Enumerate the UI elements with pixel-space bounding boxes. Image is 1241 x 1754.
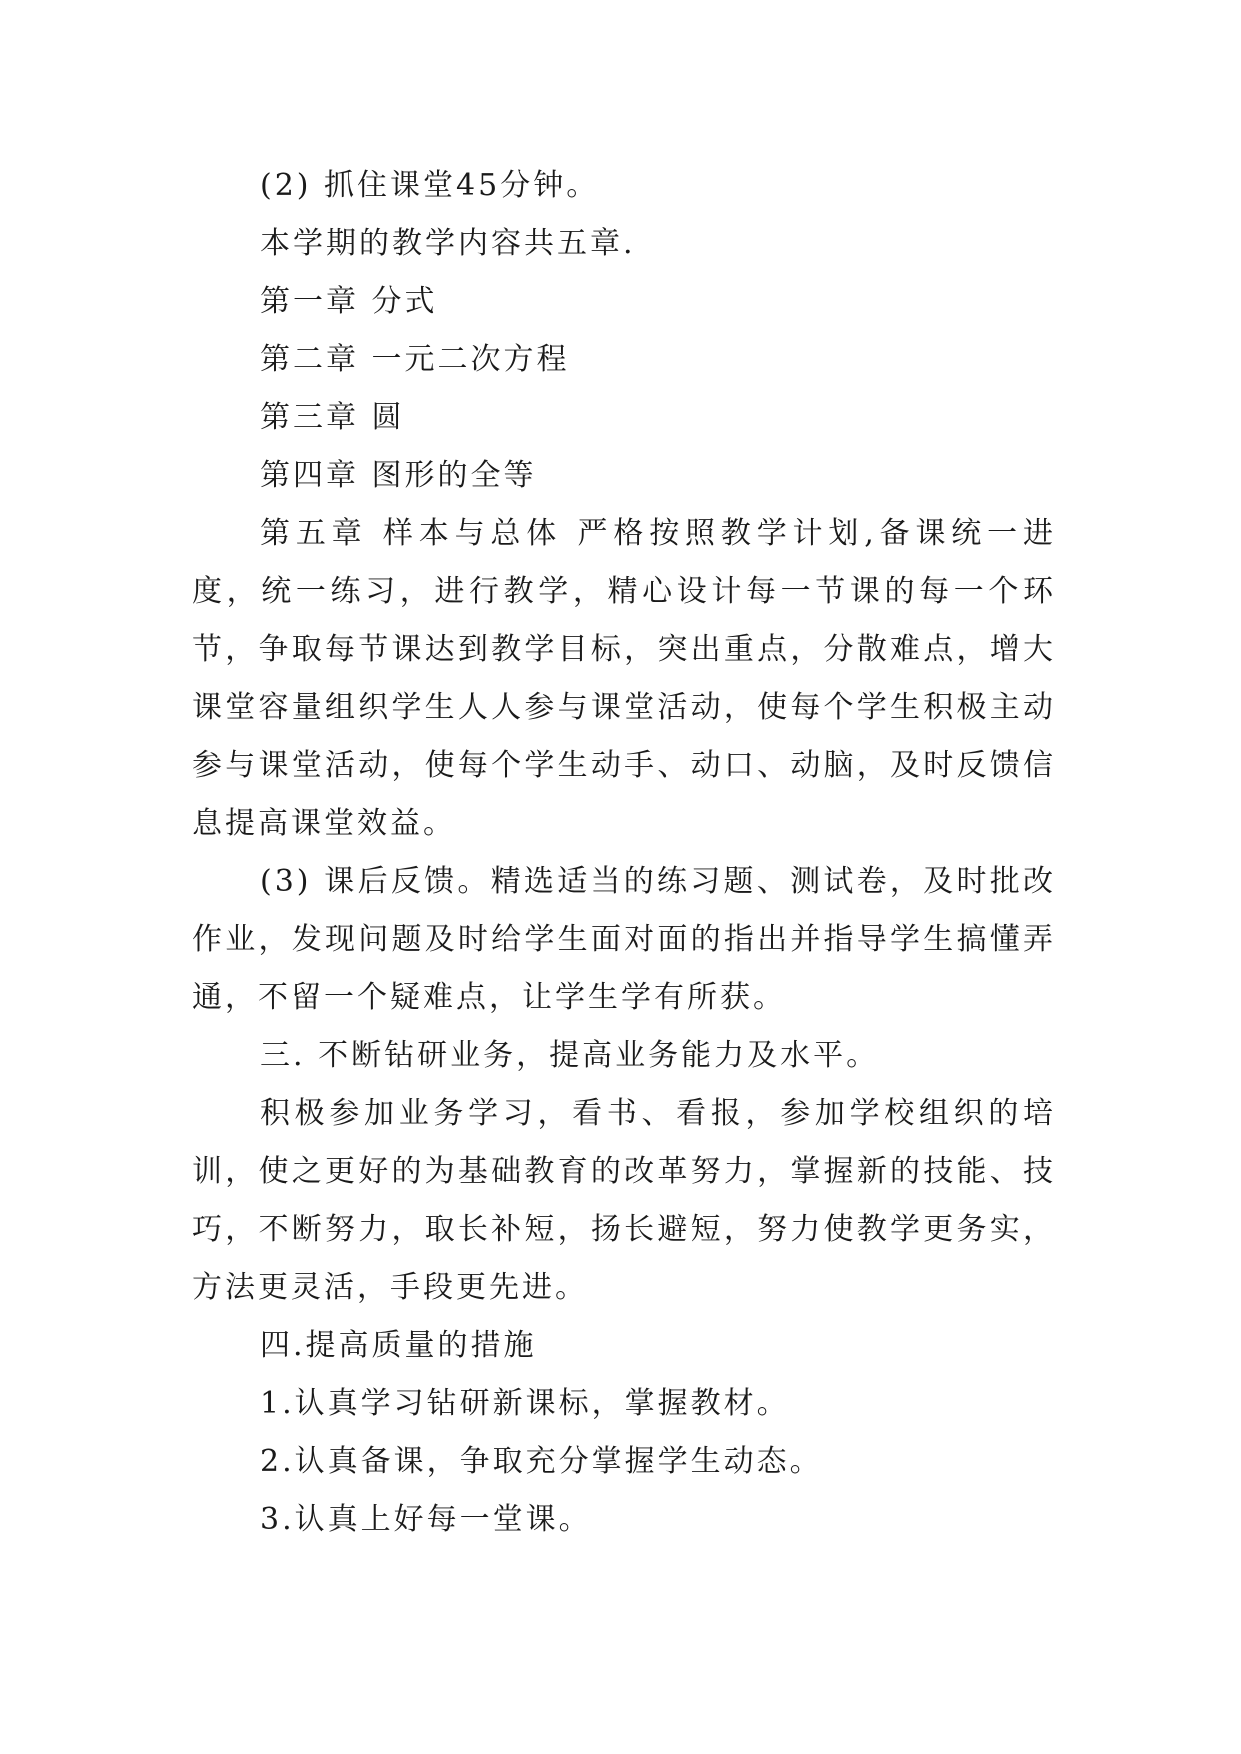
paragraph-chapter-5-teaching-plan: 第五章 样本与总体 严格按照教学计划,备课统一进度，统一练习，进行教学，精心设计每一节课的每一个环节，争取每节课达到教学目标，突出重点，分散难点，增大课堂容量组织学生人人参与课堂活动，使每个学生积极主动参与课堂活动，使每个学生动手、动口、动脑，及时反馈信息提高课堂效益。: [192, 516, 1056, 841]
heading-section-3: 三. 不断钻研业务，提高业务能力及水平。: [260, 1038, 880, 1073]
paragraph-class-45-minutes: (2) 抓住课堂45分钟。: [260, 168, 600, 203]
paragraph-chapter-1: 第一章 分式: [260, 284, 438, 319]
paragraph-chapter-3: 第三章 圆: [260, 400, 405, 435]
paragraph-professional-study: 积极参加业务学习，看书、看报，参加学校组织的培训，使之更好的为基础教育的改革努力，掌握新的技能、技巧，不断努力，取长补短，扬长避短，努力使教学更务实，方法更灵活，手段更先进。: [192, 1096, 1056, 1305]
paragraph-chapter-4: 第四章 图形的全等: [260, 458, 537, 493]
list-item-1: 1.认真学习钻研新课标，掌握教材。: [260, 1386, 790, 1421]
paragraph-chapter-2: 第二章 一元二次方程: [260, 342, 570, 377]
list-item-3: 3.认真上好每一堂课。: [260, 1502, 592, 1537]
list-item-2: 2.认真备课，争取充分掌握学生动态。: [260, 1444, 823, 1479]
document-body: [192, 157, 1056, 1549]
paragraph-after-class-feedback: (3) 课后反馈。精选适当的练习题、测试卷，及时批改作业，发现问题及时给学生面对面的指出并指导学生搞懂弄通，不留一个疑难点，让学生学有所获。: [192, 864, 1056, 1015]
heading-section-4: 四.提高质量的措施: [260, 1328, 537, 1363]
paragraph-semester-chapters: 本学期的教学内容共五章.: [260, 226, 636, 261]
